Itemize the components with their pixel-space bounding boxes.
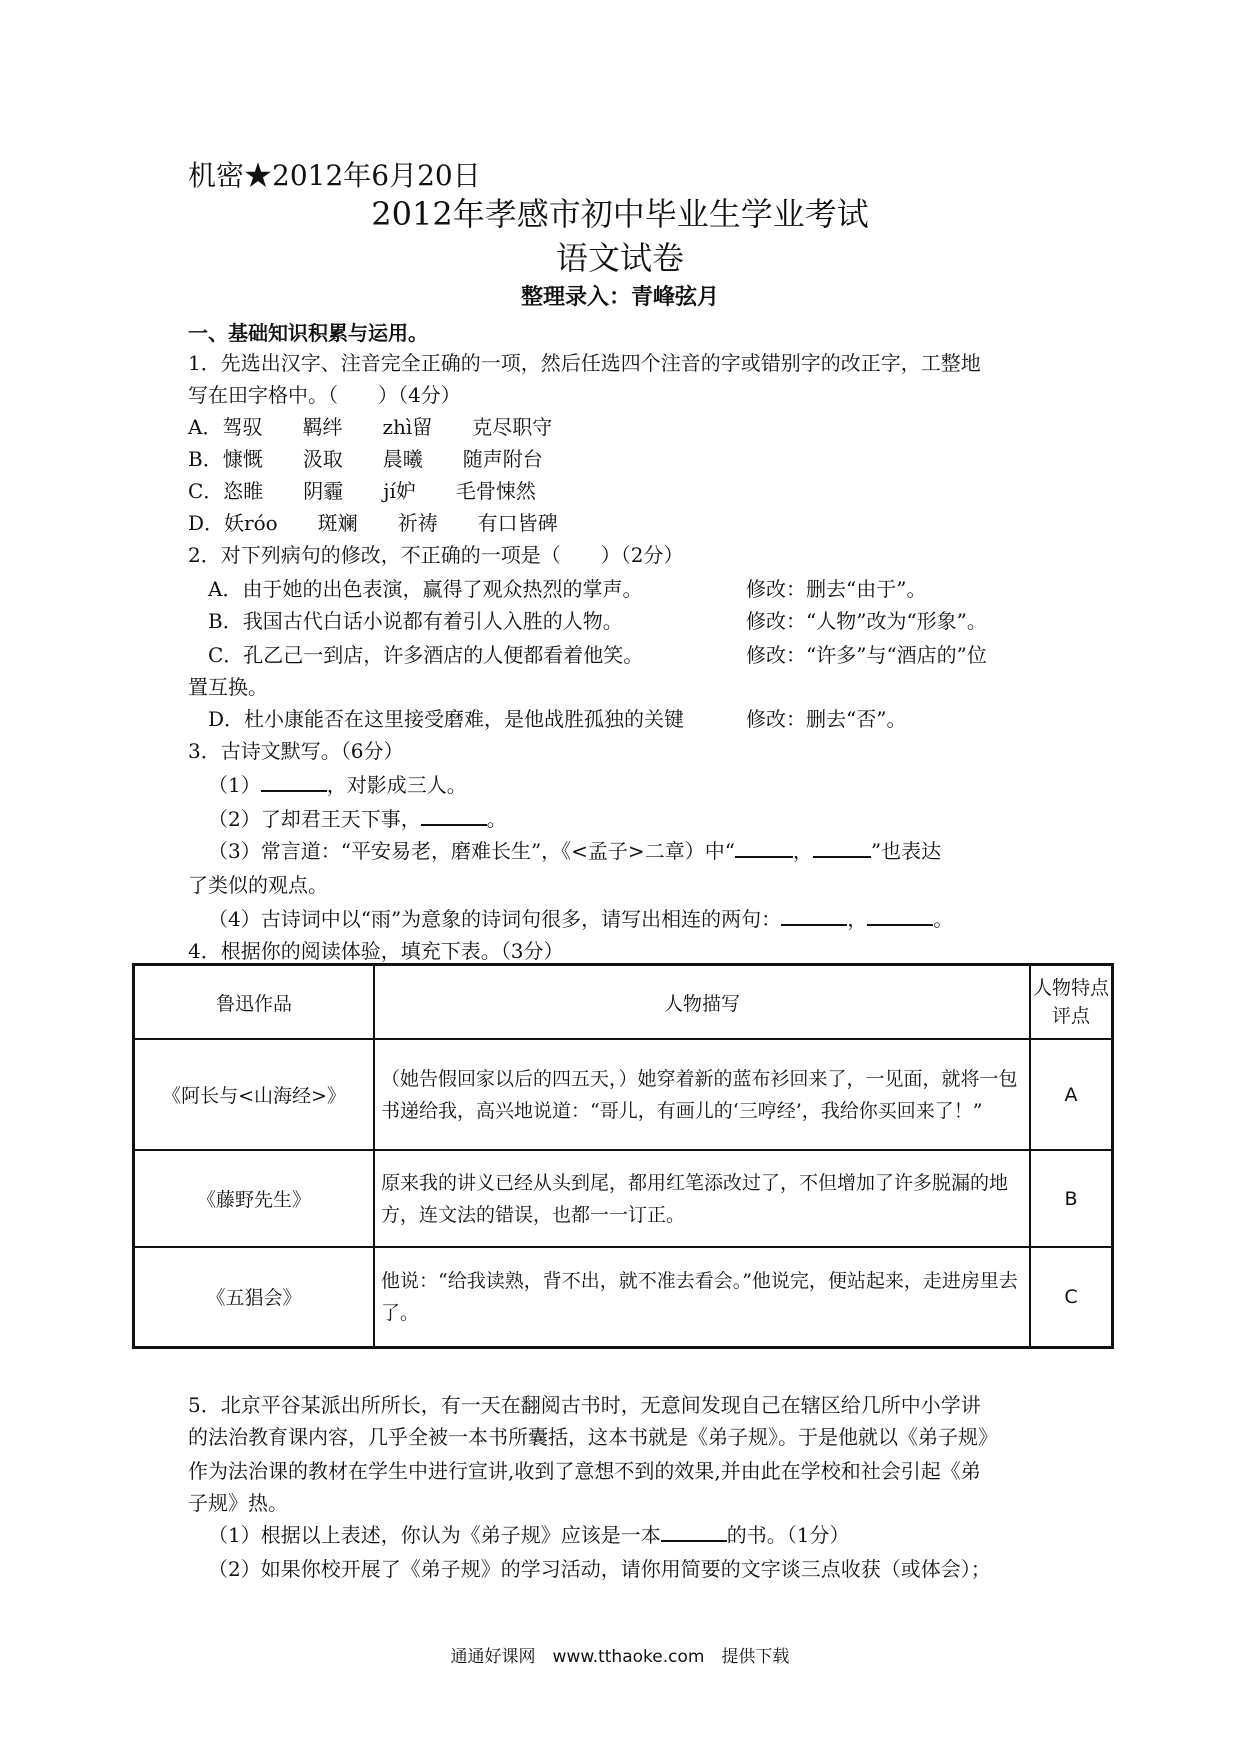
q1-option-a: A．驾驭 羁绊 zhì留 克尽职守	[188, 415, 553, 439]
q5-sub1-post: 的书。（1分）	[726, 1523, 850, 1547]
q5-subquestion-2: （2）如果你校开展了《弟子规》的学习活动，请你用简要的文字谈三点收获（或体会）；	[208, 1557, 991, 1581]
table-cell-comment[interactable]: B	[1030, 1150, 1113, 1247]
answer-blank[interactable]	[867, 904, 933, 926]
q3-item-3-mid: ，	[792, 839, 813, 863]
confidential-date: 机密★2012年6月20日	[188, 159, 481, 192]
q1-stem-line2: 写在田字格中。（ ）（4分）	[188, 383, 461, 407]
q3-item-3-cont: 了类似的观点。	[188, 873, 328, 897]
q3-stem: 3．古诗文默写。（6分）	[188, 739, 404, 763]
answer-blank[interactable]	[421, 804, 487, 826]
table-header-description: 人物描写	[374, 965, 1030, 1040]
table-header-work: 鲁迅作品	[134, 965, 375, 1040]
exam-title: 2012年孝感市初中毕业生学业考试	[371, 195, 869, 233]
q2-c-sentence: C．孔乙己一到店，许多酒店的人便都看着他笑。	[208, 643, 644, 667]
q3-item-3-post: ”也表达	[870, 839, 942, 863]
q3-item-4	[208, 904, 953, 934]
q5-paragraph-line3: 作为法治课的教材在学生中进行宣讲,收到了意想不到的效果,并由此在学校和社会引起《弟	[188, 1459, 981, 1483]
table-cell-comment[interactable]: C	[1030, 1247, 1113, 1348]
q2-d-fix: 修改：删去“否”。	[746, 707, 907, 731]
q3-item-1-pre: （1）	[208, 773, 261, 797]
q1-option-d: D．妖róo 斑斓 祈祷 有口皆碑	[188, 511, 558, 535]
q1-option-c: C．恣睢 阴霾 jí妒 毛骨悚然	[188, 479, 536, 503]
q3-item-2-pre: （2）了却君王天下事，	[208, 807, 421, 831]
q3-item-3	[208, 836, 941, 866]
q2-a-fix: 修改：删去“由于”。	[746, 577, 927, 601]
editor-credit: 整理录入：青峰弦月	[520, 284, 719, 310]
q3-item-2-post: 。	[486, 807, 507, 831]
table-row	[134, 1150, 1113, 1247]
q5-paragraph-line4: 子规》热。	[188, 1491, 288, 1515]
q3-item-4-mid: ，	[847, 907, 868, 931]
q3-item-2	[208, 804, 507, 834]
q2-c-fix-cont: 置互换。	[188, 675, 268, 699]
q3-item-4-pre: （4）古诗词中以“雨”为意象的诗词句很多，请写出相连的两句：	[208, 907, 782, 931]
table-cell-work: 《藤野先生》	[134, 1150, 375, 1247]
q3-item-4-post: 。	[933, 907, 954, 931]
table-cell-comment[interactable]: A	[1030, 1039, 1113, 1150]
q1-option-b: B．慷慨 汲取 晨曦 随声附台	[188, 447, 543, 471]
q5-paragraph-line1: 5．北京平谷某派出所所长，有一天在翻阅古书时，无意间发现自己在辖区给几所中小学讲	[188, 1393, 981, 1417]
q2-a-sentence: A．由于她的出色表演，赢得了观众热烈的掌声。	[208, 577, 643, 601]
answer-blank[interactable]	[261, 770, 327, 792]
q2-b-fix: 修改：“人物”改为“形象”。	[746, 609, 987, 633]
q3-item-3-pre: （3）常言道：“平安易老，磨难长生”，《<孟子>二章）中“	[208, 839, 735, 863]
table-cell-description: （她告假回家以后的四五天，）她穿着新的蓝布衫回来了，一见面，就将一包书递给我，高兴地说道：“哥儿，有画儿的‘三哼经’，我给你买回来了！”	[374, 1039, 1030, 1150]
q2-d-sentence: D．杜小康能否在这里接受磨难，是他战胜孤独的关键	[208, 707, 685, 731]
table-header-comment: 人物特点评点	[1030, 965, 1113, 1040]
table-cell-description: 原来我的讲义已经从头到尾，都用红笔添改过了，不但增加了许多脱漏的地方，连文法的错误，也都一一订正。	[374, 1150, 1030, 1247]
q4-stem: 4．根据你的阅读体验，填充下表。（3分）	[188, 939, 564, 963]
q3-item-1-post: ，对影成三人。	[326, 773, 467, 797]
reading-table	[132, 963, 1114, 1349]
exam-subtitle: 语文试卷	[555, 239, 684, 277]
table-cell-work: 《阿长与<山海经>》	[134, 1039, 375, 1150]
table-header-row	[134, 965, 1113, 1040]
q1-stem-line1: 1．先选出汉字、注音完全正确的一项，然后任选四个注音的字或错别字的改正字，工整地	[188, 351, 981, 375]
table-row	[134, 1039, 1113, 1150]
answer-blank[interactable]	[781, 904, 847, 926]
q5-sub1-pre: （1）根据以上表述，你认为《弟子规》应该是一本	[208, 1523, 661, 1547]
q2-b-sentence: B．我国古代白话小说都有着引人入胜的人物。	[208, 609, 623, 633]
answer-blank[interactable]	[813, 836, 871, 858]
download-footer: 通通好课网 www.tthaoke.com 提供下载	[450, 1647, 790, 1667]
q2-c-fix: 修改：“许多”与“酒店的”位	[746, 643, 987, 667]
q5-subquestion-1	[208, 1520, 849, 1550]
q3-item-1	[208, 770, 467, 800]
answer-blank[interactable]	[661, 1520, 727, 1542]
q5-paragraph-line2: 的法治教育课内容，几乎全被一本书所囊括，这本书就是《弟子规》。于是他就以《弟子规》	[188, 1425, 998, 1449]
section-heading: 一、基础知识积累与运用。	[188, 321, 428, 345]
table-row	[134, 1247, 1113, 1348]
answer-blank[interactable]	[735, 836, 793, 858]
q2-stem: 2．对下列病句的修改，不正确的一项是（ ）（2分）	[188, 543, 684, 567]
table-cell-work: 《五猖会》	[134, 1247, 375, 1348]
table-cell-description: 他说：“给我读熟，背不出，就不准去看会。”他说完，便站起来，走进房里去了。	[374, 1247, 1030, 1348]
